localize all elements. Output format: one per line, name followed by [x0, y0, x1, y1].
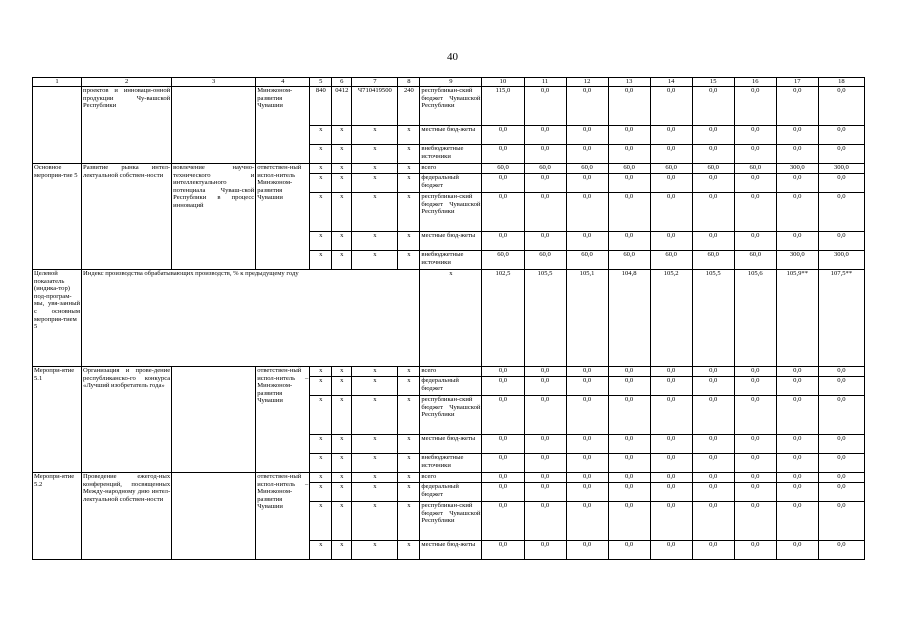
value-cell: 0,0 — [482, 396, 524, 435]
value-cell: 0,0 — [692, 396, 734, 435]
code-cell: x — [352, 454, 398, 473]
value-cell: 0,0 — [734, 473, 776, 483]
column-header: 5 — [310, 78, 332, 87]
value-cell: 0,0 — [776, 174, 818, 193]
indicator-value-cell: 104,8 — [608, 270, 650, 367]
value-cell: 0,0 — [734, 232, 776, 251]
indicator-value-cell: 102,5 — [482, 270, 524, 367]
source-cell: федеральный бюджет — [420, 377, 482, 396]
code-cell: x — [398, 126, 420, 145]
value-cell: 0,0 — [608, 435, 650, 454]
code-cell: x — [398, 483, 420, 502]
value-cell: 0,0 — [650, 232, 692, 251]
value-cell: 0,0 — [524, 87, 566, 126]
value-cell: 60,0 — [566, 251, 608, 270]
code-cell: x — [332, 454, 352, 473]
value-cell: 0,0 — [692, 502, 734, 541]
value-cell: 0,0 — [566, 396, 608, 435]
goal-cell — [172, 367, 256, 473]
value-cell: 0,0 — [566, 502, 608, 541]
value-cell: 0,0 — [692, 454, 734, 473]
value-cell: 0,0 — [524, 396, 566, 435]
code-cell: x — [352, 193, 398, 232]
code-cell: x — [398, 174, 420, 193]
event-name-cell: проектов и инноваци-онной продукции Чу-вашской Республики — [82, 87, 172, 164]
indicator-value-cell: 105,5 — [524, 270, 566, 367]
code-cell: 240 — [398, 87, 420, 126]
value-cell: 0,0 — [524, 483, 566, 502]
code-cell: x — [398, 377, 420, 396]
value-cell: 60,0 — [524, 164, 566, 174]
value-cell: 0,0 — [776, 396, 818, 435]
indicator-value-cell: 105,5 — [692, 270, 734, 367]
value-cell: 0,0 — [608, 145, 650, 164]
code-cell: x — [332, 232, 352, 251]
source-cell: федеральный бюджет — [420, 483, 482, 502]
value-cell: 0,0 — [734, 377, 776, 396]
code-cell: x — [310, 164, 332, 174]
value-cell: 0,0 — [482, 541, 524, 560]
value-cell: 115,0 — [482, 87, 524, 126]
event-name-cell: Развитие рынка интел-лектуальной собствен-ности — [82, 164, 172, 270]
code-cell: x — [332, 367, 352, 377]
column-header: 7 — [352, 78, 398, 87]
value-cell: 0,0 — [566, 454, 608, 473]
source-cell: местные бюд-жеты — [420, 232, 482, 251]
source-cell: республикан-ский бюджет Чувашской Республики — [420, 193, 482, 232]
code-cell: x — [398, 435, 420, 454]
value-cell: 0,0 — [776, 377, 818, 396]
source-cell: федеральный бюджет — [420, 174, 482, 193]
value-cell: 0,0 — [608, 367, 650, 377]
event-label-cell: Основное мероприя-тие 5 — [33, 164, 82, 270]
value-cell: 0,0 — [776, 145, 818, 164]
value-cell: 0,0 — [608, 502, 650, 541]
code-cell: x — [310, 473, 332, 483]
indicator-value-cell: 105,6 — [734, 270, 776, 367]
code-cell: x — [352, 164, 398, 174]
value-cell: 0,0 — [524, 473, 566, 483]
column-header: 9 — [420, 78, 482, 87]
value-cell: 60,0 — [650, 164, 692, 174]
value-cell: 0,0 — [692, 483, 734, 502]
code-cell: x — [332, 251, 352, 270]
code-cell: x — [332, 193, 352, 232]
code-cell: x — [332, 502, 352, 541]
indicator-unit-cell: x — [420, 270, 482, 367]
code-cell: x — [352, 232, 398, 251]
value-cell: 0,0 — [818, 126, 864, 145]
source-cell: всего — [420, 367, 482, 377]
value-cell: 300,0 — [818, 164, 864, 174]
value-cell: 60,0 — [692, 164, 734, 174]
value-cell: 0,0 — [692, 87, 734, 126]
value-cell: 0,0 — [734, 541, 776, 560]
value-cell: 0,0 — [524, 367, 566, 377]
code-cell: x — [398, 541, 420, 560]
value-cell: 0,0 — [482, 126, 524, 145]
value-cell: 0,0 — [482, 473, 524, 483]
value-cell: 0,0 — [566, 145, 608, 164]
value-cell: 0,0 — [776, 502, 818, 541]
code-cell: x — [352, 396, 398, 435]
value-cell: 0,0 — [776, 126, 818, 145]
value-cell: 0,0 — [524, 174, 566, 193]
code-cell: x — [352, 483, 398, 502]
indicator-text-cell: Индекс производства обрабатывающих производств, % к предыдущему году — [82, 270, 420, 367]
value-cell: 0,0 — [818, 502, 864, 541]
value-cell: 0,0 — [482, 435, 524, 454]
value-cell: 0,0 — [566, 126, 608, 145]
code-cell: x — [310, 174, 332, 193]
code-cell: x — [310, 145, 332, 164]
budget-table — [32, 77, 865, 560]
code-cell: x — [398, 164, 420, 174]
code-cell: x — [332, 473, 352, 483]
code-cell: x — [352, 435, 398, 454]
value-cell: 0,0 — [482, 502, 524, 541]
code-cell: x — [352, 174, 398, 193]
value-cell: 0,0 — [524, 126, 566, 145]
code-cell: x — [310, 483, 332, 502]
value-cell: 0,0 — [482, 483, 524, 502]
source-cell: внебюджетные источники — [420, 145, 482, 164]
value-cell: 0,0 — [776, 473, 818, 483]
source-cell: внебюджетные источники — [420, 454, 482, 473]
column-header: 6 — [332, 78, 352, 87]
code-cell: x — [332, 483, 352, 502]
event-name-cell: Организация и прове-дение республиканско-го конкурса «Лучший изобретатель года» — [82, 367, 172, 473]
code-cell: x — [310, 454, 332, 473]
value-cell: 60,0 — [692, 251, 734, 270]
indicator-label-cell: Целевой показатель (индика-тор) под-програм-мы, увя-занный с основным мероприя-тием 5 — [33, 270, 82, 367]
source-cell: республикан-ский бюджет Чувашской Республики — [420, 502, 482, 541]
value-cell: 300,0 — [776, 251, 818, 270]
value-cell: 60,0 — [734, 164, 776, 174]
source-cell: местные бюд-жеты — [420, 541, 482, 560]
code-cell: x — [352, 541, 398, 560]
executor-cell: ответствен-ный испол-нитель – Минэконом-развития Чувашии — [256, 367, 310, 473]
value-cell: 60,0 — [482, 164, 524, 174]
value-cell: 0,0 — [692, 126, 734, 145]
value-cell: 0,0 — [608, 126, 650, 145]
column-header: 12 — [566, 78, 608, 87]
code-cell: x — [398, 454, 420, 473]
executor-cell: Минэконом-развития Чувашии — [256, 87, 310, 164]
value-cell: 0,0 — [734, 435, 776, 454]
value-cell: 0,0 — [566, 87, 608, 126]
code-cell: x — [332, 396, 352, 435]
value-cell: 0,0 — [482, 454, 524, 473]
indicator-value-cell: 105,1 — [566, 270, 608, 367]
code-cell: x — [398, 396, 420, 435]
code-cell: x — [310, 396, 332, 435]
value-cell: 0,0 — [482, 193, 524, 232]
column-header: 13 — [608, 78, 650, 87]
event-label-cell: Меропри-ятие 5.2 — [33, 473, 82, 560]
value-cell: 0,0 — [566, 483, 608, 502]
goal-cell: вовлечение научно-технического и интеллектуального потенциала Чуваш-ской Республики в процесс инноваций — [172, 164, 256, 270]
value-cell: 0,0 — [608, 87, 650, 126]
value-cell: 0,0 — [776, 454, 818, 473]
code-cell: x — [310, 193, 332, 232]
code-cell: x — [352, 377, 398, 396]
column-header: 8 — [398, 78, 420, 87]
value-cell: 60,0 — [734, 251, 776, 270]
value-cell: 0,0 — [566, 174, 608, 193]
value-cell: 0,0 — [566, 435, 608, 454]
value-cell: 0,0 — [650, 367, 692, 377]
code-cell: x — [310, 126, 332, 145]
column-header: 10 — [482, 78, 524, 87]
value-cell: 0,0 — [608, 541, 650, 560]
value-cell: 0,0 — [776, 541, 818, 560]
value-cell: 60,0 — [650, 251, 692, 270]
value-cell: 0,0 — [692, 193, 734, 232]
code-cell: x — [332, 541, 352, 560]
source-cell: всего — [420, 473, 482, 483]
source-cell: внебюджетные источники — [420, 251, 482, 270]
source-cell: местные бюд-жеты — [420, 126, 482, 145]
indicator-value-cell: 105,9** — [776, 270, 818, 367]
event-label-cell: Меропри-ятие 5.1 — [33, 367, 82, 473]
goal-cell — [172, 87, 256, 164]
code-cell: x — [352, 251, 398, 270]
value-cell: 0,0 — [608, 377, 650, 396]
code-cell: x — [352, 502, 398, 541]
indicator-value-cell: 107,5** — [818, 270, 864, 367]
value-cell: 0,0 — [566, 541, 608, 560]
value-cell: 0,0 — [818, 367, 864, 377]
value-cell: 0,0 — [524, 541, 566, 560]
value-cell: 0,0 — [566, 193, 608, 232]
value-cell: 0,0 — [734, 396, 776, 435]
value-cell: 0,0 — [818, 174, 864, 193]
code-cell: x — [352, 145, 398, 164]
value-cell: 0,0 — [608, 473, 650, 483]
value-cell: 0,0 — [608, 174, 650, 193]
value-cell: 0,0 — [650, 541, 692, 560]
value-cell: 0,0 — [692, 174, 734, 193]
value-cell: 0,0 — [818, 193, 864, 232]
value-cell: 0,0 — [650, 473, 692, 483]
value-cell: 300,0 — [776, 164, 818, 174]
table-row — [33, 164, 865, 174]
value-cell: 0,0 — [818, 435, 864, 454]
code-cell: x — [352, 473, 398, 483]
value-cell: 0,0 — [650, 483, 692, 502]
value-cell: 0,0 — [650, 377, 692, 396]
source-cell: всего — [420, 164, 482, 174]
executor-cell: ответствен-ный испол-нитель – Минэконом-развития Чувашии — [256, 473, 310, 560]
code-cell: x — [332, 145, 352, 164]
value-cell: 0,0 — [482, 232, 524, 251]
table-row — [33, 473, 865, 483]
value-cell: 0,0 — [650, 126, 692, 145]
value-cell: 0,0 — [608, 232, 650, 251]
code-cell: x — [310, 502, 332, 541]
value-cell: 0,0 — [734, 454, 776, 473]
value-cell: 0,0 — [734, 145, 776, 164]
column-header: 4 — [256, 78, 310, 87]
value-cell: 0,0 — [524, 193, 566, 232]
value-cell: 0,0 — [818, 145, 864, 164]
source-cell: республикан-ский бюджет Чувашской Республики — [420, 87, 482, 126]
column-header: 3 — [172, 78, 256, 87]
value-cell: 0,0 — [524, 454, 566, 473]
value-cell: 0,0 — [692, 473, 734, 483]
event-name-cell: Проведение ежегод-ных конференций, посвященных Между-народному дню интел-лектуальной собствен-ности — [82, 473, 172, 560]
column-header: 16 — [734, 78, 776, 87]
code-cell: 0412 — [332, 87, 352, 126]
value-cell: 0,0 — [524, 232, 566, 251]
code-cell: x — [398, 193, 420, 232]
value-cell: 0,0 — [482, 145, 524, 164]
code-cell: x — [310, 541, 332, 560]
column-header: 15 — [692, 78, 734, 87]
value-cell: 0,0 — [818, 87, 864, 126]
page-number: 40 — [447, 51, 458, 63]
goal-cell — [172, 473, 256, 560]
value-cell: 0,0 — [608, 396, 650, 435]
value-cell: 0,0 — [734, 126, 776, 145]
value-cell: 0,0 — [650, 87, 692, 126]
code-cell: x — [352, 367, 398, 377]
value-cell: 0,0 — [650, 396, 692, 435]
value-cell: 0,0 — [776, 367, 818, 377]
value-cell: 60,0 — [608, 164, 650, 174]
event-label-cell — [33, 87, 82, 164]
value-cell: 0,0 — [524, 435, 566, 454]
value-cell: 0,0 — [608, 454, 650, 473]
code-cell: x — [398, 251, 420, 270]
value-cell: 0,0 — [566, 473, 608, 483]
value-cell: 0,0 — [650, 193, 692, 232]
code-cell: x — [332, 174, 352, 193]
value-cell: 0,0 — [482, 174, 524, 193]
executor-cell: ответствен-ный испол-нитель Минэконом-развития Чувашии — [256, 164, 310, 270]
value-cell: 0,0 — [734, 174, 776, 193]
value-cell: 0,0 — [524, 377, 566, 396]
indicator-value-cell: 105,2 — [650, 270, 692, 367]
value-cell: 0,0 — [734, 483, 776, 502]
value-cell: 0,0 — [692, 367, 734, 377]
code-cell: x — [398, 145, 420, 164]
value-cell: 0,0 — [650, 174, 692, 193]
value-cell: 0,0 — [650, 435, 692, 454]
code-cell: x — [398, 232, 420, 251]
value-cell: 0,0 — [776, 483, 818, 502]
column-header: 18 — [818, 78, 864, 87]
code-cell: x — [332, 377, 352, 396]
column-header: 14 — [650, 78, 692, 87]
value-cell: 0,0 — [566, 377, 608, 396]
value-cell: 0,0 — [566, 232, 608, 251]
code-cell: x — [332, 435, 352, 454]
table-row — [33, 87, 865, 126]
value-cell: 0,0 — [692, 145, 734, 164]
code-cell: 840 — [310, 87, 332, 126]
value-cell: 0,0 — [650, 145, 692, 164]
value-cell: 0,0 — [566, 367, 608, 377]
value-cell: 0,0 — [818, 396, 864, 435]
value-cell: 60,0 — [524, 251, 566, 270]
code-cell: x — [332, 126, 352, 145]
source-cell: республикан-ский бюджет Чувашской Республики — [420, 396, 482, 435]
value-cell: 0,0 — [818, 483, 864, 502]
code-cell: x — [332, 164, 352, 174]
value-cell: 0,0 — [776, 232, 818, 251]
value-cell: 0,0 — [650, 502, 692, 541]
column-header: 1 — [33, 78, 82, 87]
code-cell: x — [310, 232, 332, 251]
value-cell: 300,0 — [818, 251, 864, 270]
header-row — [33, 78, 865, 87]
code-cell: x — [310, 251, 332, 270]
value-cell: 0,0 — [818, 454, 864, 473]
code-cell: x — [310, 435, 332, 454]
value-cell: 60,0 — [608, 251, 650, 270]
value-cell: 0,0 — [734, 502, 776, 541]
code-cell: x — [310, 367, 332, 377]
value-cell: 0,0 — [776, 193, 818, 232]
source-cell: местные бюд-жеты — [420, 435, 482, 454]
value-cell: 0,0 — [734, 87, 776, 126]
column-header: 11 — [524, 78, 566, 87]
value-cell: 0,0 — [608, 193, 650, 232]
indicator-row — [33, 270, 865, 367]
value-cell: 0,0 — [608, 483, 650, 502]
value-cell: 0,0 — [692, 232, 734, 251]
value-cell: 0,0 — [734, 367, 776, 377]
value-cell: 0,0 — [818, 541, 864, 560]
value-cell: 0,0 — [692, 541, 734, 560]
value-cell: 0,0 — [734, 193, 776, 232]
value-cell: 0,0 — [650, 454, 692, 473]
value-cell: 0,0 — [776, 87, 818, 126]
code-cell: x — [398, 473, 420, 483]
value-cell: 0,0 — [692, 377, 734, 396]
value-cell: 0,0 — [818, 232, 864, 251]
value-cell: 0,0 — [482, 377, 524, 396]
column-header: 17 — [776, 78, 818, 87]
value-cell: 0,0 — [818, 377, 864, 396]
value-cell: 60,0 — [482, 251, 524, 270]
value-cell: 60,0 — [566, 164, 608, 174]
value-cell: 0,0 — [482, 367, 524, 377]
value-cell: 0,0 — [524, 502, 566, 541]
code-cell: x — [352, 126, 398, 145]
table-row — [33, 367, 865, 377]
value-cell: 0,0 — [692, 435, 734, 454]
value-cell: 0,0 — [818, 473, 864, 483]
code-cell: Ч710419500 — [352, 87, 398, 126]
value-cell: 0,0 — [776, 435, 818, 454]
code-cell: x — [398, 367, 420, 377]
column-header: 2 — [82, 78, 172, 87]
code-cell: x — [398, 502, 420, 541]
code-cell: x — [310, 377, 332, 396]
value-cell: 0,0 — [524, 145, 566, 164]
